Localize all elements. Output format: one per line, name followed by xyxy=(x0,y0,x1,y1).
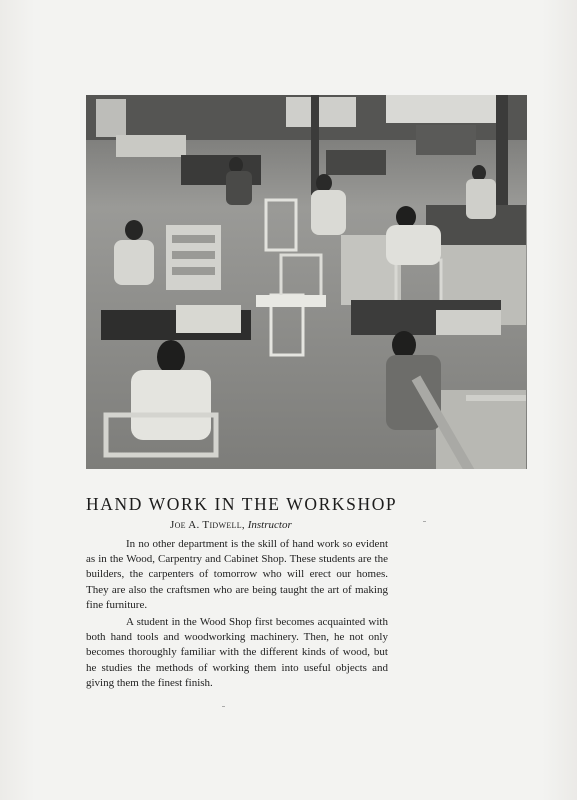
page-mark xyxy=(222,706,225,707)
paragraph-1: In no other department is the skill of hand work so evident as in the Wood, Carpentry and Cabinet Shop. These students are the builders, the carpenters of tomorrow who will erect our homes. They are also the craftsmen who are being taught the art of making fine furniture. xyxy=(86,538,388,611)
paragraph-2: A student in the Wood Shop first becomes acquainted with both hand tools and woodworking machinery. Then, he not only becomes thoroughly familiar with the different kinds of wood, but he studies the methods of working them into useful objects and giving them the finest finish. xyxy=(86,616,388,689)
workshop-photo xyxy=(86,95,527,469)
page-title: HAND WORK IN THE WORKSHOP xyxy=(86,494,398,514)
body-text xyxy=(86,537,388,691)
page-mark xyxy=(423,521,426,522)
byline-name: Joe A. Tidwell, xyxy=(170,519,245,531)
byline xyxy=(170,519,292,531)
byline-role: Instructor xyxy=(247,519,292,531)
